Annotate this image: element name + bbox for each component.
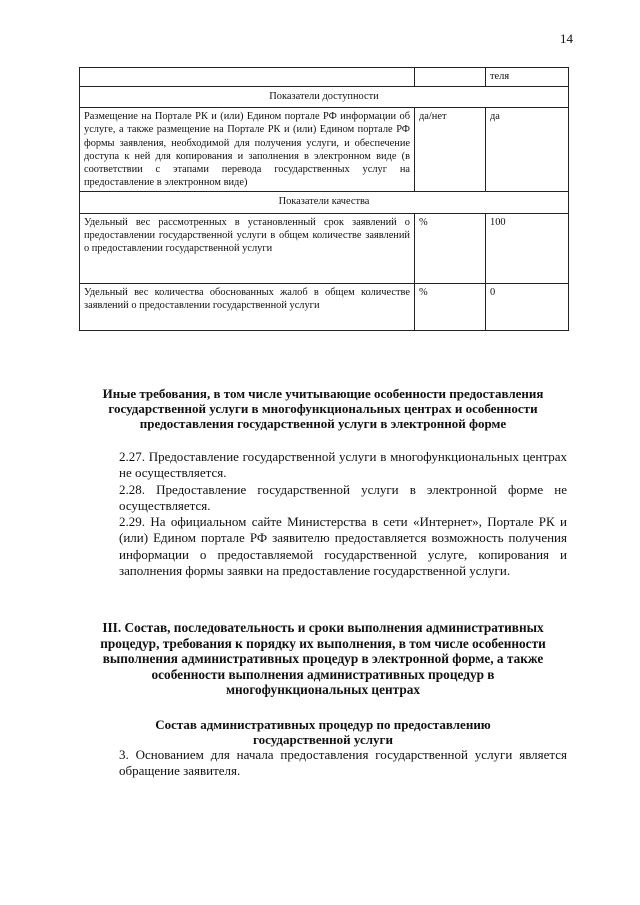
other-requirements-heading: Иные требования, в том числе учитывающие особенности предоставления государственной услуги в многофункциональных центрах и особенности предоставления государственной услуги в электронной форме — [102, 386, 544, 432]
paragraph-2-29: 2.29. На официальном сайте Министерства в сети «Интернет», Портале РК и (или) Едином портале РФ заявителю предоставляется возможность получения информации о предоставляемой государственной услуге, копирования и заполнения формы заявки на предоставление государственной услуги. — [119, 514, 567, 579]
table-header-cell — [415, 68, 486, 87]
section-iii-heading: III. Состав, последовательность и сроки выполнения административных процедур, требования к порядку их выполнения, в том числе особенности выполнения административных процедур в электронной форме, а также особенности выполнения административных процедур в многофункциональных центрах — [100, 620, 546, 698]
page-number: 14 — [560, 31, 573, 46]
unit-cell: % — [415, 283, 486, 330]
value-cell: 0 — [486, 283, 569, 330]
table-header-cell — [80, 68, 415, 87]
table-row — [80, 283, 569, 330]
table-section-row — [80, 192, 569, 213]
table-section-title: Показатели доступности — [80, 87, 569, 108]
composition-body — [79, 747, 567, 780]
table-section-row — [80, 87, 569, 108]
table-header-cell: теля — [486, 68, 569, 87]
paragraph-2-28: 2.28. Предоставление государственной услуги в электронной форме не осуществляется. — [119, 481, 567, 513]
paragraph-3: 3. Основанием для начала предоставления государственной услуги является обращение заявителя. — [119, 747, 567, 779]
composition-heading: Состав административных процедур по предоставлению государственной услуги — [155, 717, 491, 748]
indicator-cell: Удельный вес рассмотренных в установленный срок заявлений о предоставлении государственной услуги в общем количестве заявлений о предоставлении государственной услуги — [80, 213, 415, 283]
table-section-title: Показатели качества — [80, 192, 569, 213]
indicator-cell: Удельный вес количества обоснованных жалоб в общем количестве заявлений о предоставлении государственной услуги — [80, 283, 415, 330]
paragraph-2-27: 2.27. Предоставление государственной услуги в многофункциональных центрах не осуществляется. — [119, 449, 567, 481]
table-row — [80, 213, 569, 283]
table-header-row — [80, 68, 569, 87]
unit-cell: да/нет — [415, 108, 486, 192]
indicators-table — [79, 67, 569, 331]
indicator-cell: Размещение на Портале РК и (или) Едином портале РФ информации об услуге, а также размещение на Портале РК и (или) Едином портале РФ формы заявления, необходимой для получения услуги, и обеспечение доступа к ней для копирования и заполнения в электронном виде (в соответствии с этапами перевода государственных услуг на предоставление в электронном виде) — [80, 108, 415, 192]
unit-cell: % — [415, 213, 486, 283]
value-cell: 100 — [486, 213, 569, 283]
value-cell: да — [486, 108, 569, 192]
other-requirements-body — [79, 449, 567, 579]
table-row — [80, 108, 569, 192]
